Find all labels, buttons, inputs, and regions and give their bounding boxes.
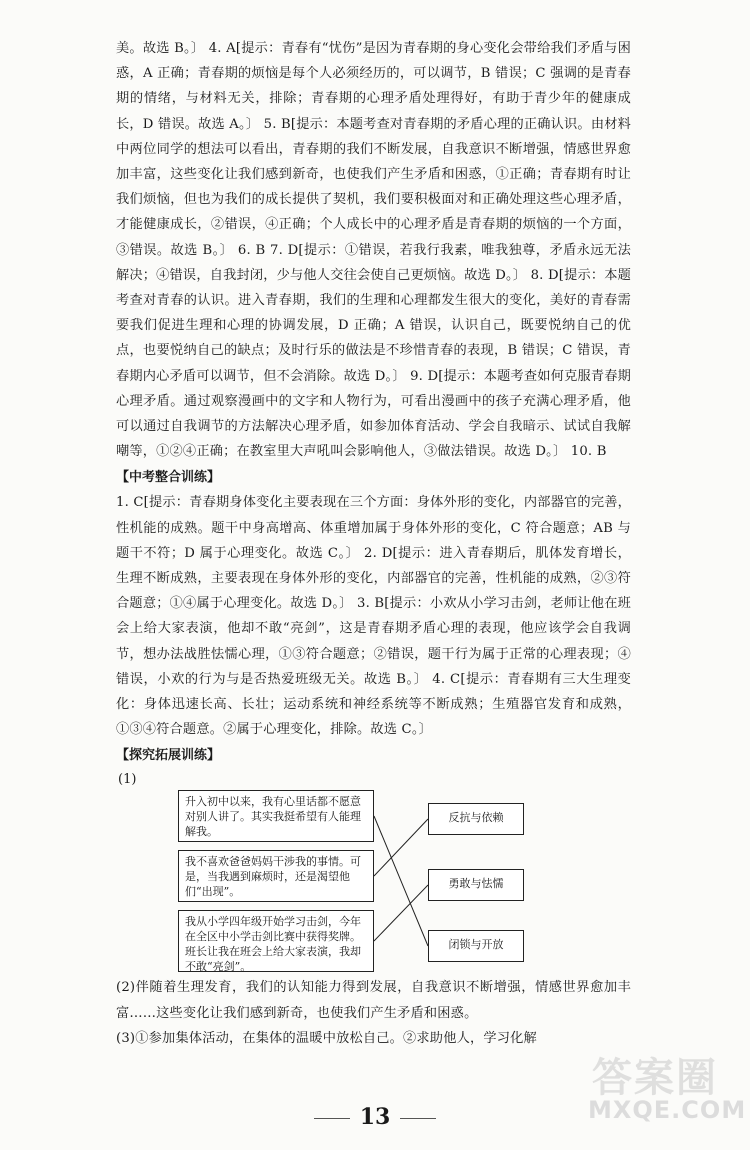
- matching-diagram: [116, 770, 631, 975]
- section-heading-exam: 【中考整合训练】: [116, 470, 221, 486]
- right-box-2: 勇敢与怯懦: [428, 869, 524, 901]
- page-content: [116, 36, 631, 1051]
- connector-lines: [116, 770, 631, 975]
- section-heading-explore: 【探究拓展训练】: [116, 748, 221, 764]
- left-box-1: 升入初中以来，我有心里话都不愿意对别人讲了。其实我挺希望有人能理解我。: [178, 790, 374, 842]
- right-box-1: 反抗与依赖: [428, 803, 524, 835]
- page-number: 13: [359, 1104, 391, 1130]
- diagram-number: (1): [118, 772, 137, 788]
- answer-paragraph-2: 1. C[提示：青春期身体变化主要表现在三个方面：身体外形的变化，内部器官的完善，性机能的成熟。题干中身高增高、体重增加属于身体外形的变化，C 符合题意；AB 与题干不符；D 属于心理变化。故选 C。〕 2. D[提示：进入青春期后，肌体发育增长，生理不断成熟，主要表现在身体外形的变化，内部器官的完善，性机能的成熟，②③符合题意；①④属于心理变化。故选 D。〕 3. B[提示：小欢从小学习击剑，老师让他在班会上给大家表演，他却不敢“亮剑”，这是青春期矛盾心理的表现，他应该学会自我调节，想办法战胜怯懦心理，①③符合题意；②错误，题干行为属于正常的心理表现；④错误，小欢的行为与是否热爱班级无关。故选 B。〕 4. C[提示：青春期有三大生理变化：身体迅速长高、长壮；运动系统和神经系统等不断成熟；生殖器官发育和成熟，①③④符合题意。②属于心理变化，排除。故选 C。〕: [116, 495, 631, 738]
- footer-dash-left: [314, 1118, 350, 1119]
- right-box-3: 闭锁与开放: [428, 930, 524, 962]
- watermark-url: MXQE.COM: [588, 1096, 747, 1124]
- line-box3-to-courage: [374, 885, 428, 941]
- watermark-logo: [584, 1046, 747, 1136]
- answer-paragraph-3: (2)伴随着生理发育，我们的认知能力得到发展，自我意识不断增强，情感世界愈加丰富……这些变化让我们感到新奇，也使我们产生矛盾和困惑。: [116, 980, 631, 1021]
- watermark-text: 答案圈: [592, 1055, 718, 1101]
- left-box-3: 我从小学四年级开始学习击剑，今年在全区中小学击剑比赛中获得奖牌。班长让我在班会上给大家表演，我却不敢“亮剑”。: [178, 910, 374, 972]
- line-box2-to-rebellion: [374, 819, 428, 876]
- answer-paragraph-4: (3)①参加集体活动，在集体的温暖中放松自己。②求助他人，学习化解: [116, 1030, 537, 1046]
- line-box1-to-closed: [374, 816, 428, 946]
- footer-dash-right: [400, 1118, 436, 1119]
- answer-paragraph-1: 美。故选 B。〕 4. A[提示：青春有“忧伤”是因为青春期的身心变化会带给我们矛盾与困惑，A 正确；青春期的烦恼是每个人必须经历的，可以调节，B 错误；C 强调的是青春期的情绪，与材料无关，排除；青春期的心理矛盾处理得好，有助于青少年的健康成长，D 错误。故选 A。〕 5. B[提示：本题考查对青春期的矛盾心理的正确认识。由材料中两位同学的想法可以看出，青春期的我们不断发展，自我意识不断增强，情感世界愈加丰富，这些变化让我们感到新奇，也使我们产生矛盾和困惑，①正确；青春期有时让我们烦恼，但也为我们的成长提供了契机，我们要积极面对和正确处理这些心理矛盾，才能健康成长，②错误，④正确；个人成长中的心理矛盾是青春期的烦恼的一个方面，③错误。故选 B。〕 6. B 7. D[提示：①错误，若我行我素，唯我独尊，矛盾永远无法解决；④错误，自我封闭，少与他人交往会使自己更烦恼。故选 D。〕 8. D[提示：本题考查对青春的认识。进入青春期，我们的生理和心理都发生很大的变化，美好的青春需要我们促进生理和心理的协调发展，D 正确；A 错误，认识自己，既要悦纳自己的优点，也要悦纳自己的缺点；及时行乐的做法是不珍惜青春的表现，B 错误；C 错误，青春期内心矛盾可以调节，但不会消除。故选 D。〕 9. D[提示：本题考查如何克服青春期心理矛盾。通过观察漫画中的文字和人物行为，可看出漫画中的孩子充满心理矛盾，他可以通过自我调节的方法解决心理矛盾，如参加体育活动、学会自我暗示、试试自我解嘲等，①②④正确；在教室里大声吼叫会影响他人，③做法错误。故选 D。〕 10. B: [116, 41, 632, 460]
- left-box-2: 我不喜欢爸爸妈妈干涉我的事情。可是，当我遇到麻烦时，还是渴望他们“出现”。: [178, 850, 374, 902]
